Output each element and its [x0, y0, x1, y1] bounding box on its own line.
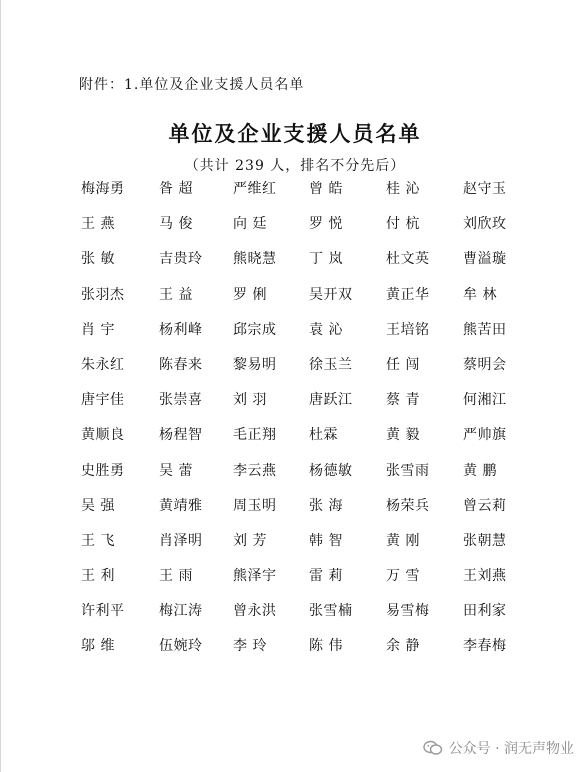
name-entry: 黄 鹏	[463, 462, 497, 479]
name-entry: 蔡 青	[386, 392, 420, 409]
name-entry: 蔡明会	[463, 356, 507, 373]
name-entry: 昝 超	[159, 181, 193, 197]
name-entry: 何湘江	[463, 392, 507, 409]
name-list	[79, 180, 519, 673]
name-entry: 王 飞	[81, 532, 115, 549]
name-entry: 张雪雨	[386, 462, 430, 479]
name-entry: 刘欣玫	[463, 216, 507, 233]
name-entry: 罗 俐	[233, 286, 267, 303]
name-entry: 黎易明	[233, 356, 277, 373]
name-entry: 曹溢璇	[463, 251, 507, 268]
name-entry: 田利家	[463, 603, 507, 620]
name-entry: 王 燕	[81, 216, 115, 233]
name-row	[79, 637, 519, 672]
name-entry: 张 海	[309, 497, 343, 514]
name-entry: 韩 智	[309, 532, 343, 549]
name-row	[79, 567, 519, 602]
name-entry: 刘 羽	[233, 392, 267, 409]
name-row	[79, 250, 519, 285]
name-entry: 雷 莉	[309, 568, 343, 585]
name-entry: 杨德敏	[309, 462, 353, 479]
name-row	[79, 497, 519, 532]
name-entry: 马 俊	[159, 216, 193, 233]
name-entry: 黄 刚	[386, 532, 420, 549]
name-entry: 朱永红	[81, 356, 125, 373]
name-entry: 李 玲	[233, 638, 267, 655]
name-entry: 曾云莉	[463, 497, 507, 514]
name-entry: 杨利峰	[159, 321, 203, 338]
name-entry: 毛正翔	[233, 427, 277, 444]
name-row	[79, 356, 519, 391]
name-entry: 丁 岚	[309, 251, 343, 268]
name-entry: 伍婉玲	[159, 638, 203, 655]
attachment-line: 附件：1.单位及企业支援人员名单	[79, 77, 305, 93]
name-entry: 许利平	[81, 603, 125, 620]
name-entry: 袁 沁	[309, 321, 343, 338]
name-entry: 吴 蕾	[159, 462, 193, 479]
name-entry: 肖泽明	[159, 532, 203, 549]
name-entry: 易雪梅	[386, 603, 430, 620]
name-entry: 余 静	[386, 638, 420, 655]
name-row	[79, 286, 519, 321]
page-title: 单位及企业支援人员名单	[168, 121, 422, 146]
name-entry: 史胜勇	[81, 462, 125, 479]
name-entry: 陈春来	[159, 356, 203, 373]
name-row	[79, 602, 519, 637]
name-entry: 徐玉兰	[309, 356, 353, 373]
name-entry: 王 利	[81, 568, 115, 585]
name-entry: 任 闯	[386, 356, 420, 373]
name-entry: 邬 维	[81, 638, 115, 655]
name-entry: 熊苦田	[463, 321, 507, 338]
name-row	[79, 532, 519, 567]
name-entry: 杨荣兵	[386, 497, 430, 514]
name-entry: 唐宇佳	[81, 392, 125, 409]
name-entry: 黄靖雅	[159, 497, 203, 514]
name-entry: 杜霖	[309, 427, 338, 444]
name-entry: 熊晓慧	[233, 251, 277, 268]
name-entry: 李云燕	[233, 462, 277, 479]
name-entry: 李春梅	[463, 638, 507, 655]
name-entry: 陈 伟	[309, 638, 343, 655]
name-entry: 严维红	[233, 181, 277, 197]
name-entry: 王 雨	[159, 568, 193, 585]
name-row	[79, 391, 519, 426]
name-entry: 万 雪	[386, 568, 420, 585]
wechat-icon	[423, 740, 443, 756]
name-entry: 刘 芳	[233, 532, 267, 549]
name-entry: 王培铭	[386, 321, 430, 338]
watermark-text: 公众号 · 润无声物业	[448, 741, 574, 757]
name-entry: 向 廷	[233, 216, 267, 233]
name-entry: 张崇喜	[159, 392, 203, 409]
name-entry: 牟 林	[463, 286, 497, 303]
name-entry: 吴 强	[81, 497, 115, 514]
name-entry: 罗 悦	[309, 216, 343, 233]
name-entry: 周玉明	[233, 497, 277, 514]
name-entry: 邱宗成	[233, 321, 277, 338]
name-entry: 吴开双	[309, 286, 353, 303]
name-entry: 严帅旗	[463, 427, 507, 444]
name-entry: 王 益	[159, 286, 193, 303]
name-row	[79, 215, 519, 250]
name-entry: 曾永洪	[233, 603, 277, 620]
name-entry: 付 杭	[386, 216, 420, 233]
name-entry: 黄 毅	[386, 427, 420, 444]
name-entry: 张朝慧	[463, 532, 507, 549]
name-entry: 唐跃江	[309, 392, 353, 409]
name-row	[79, 462, 519, 497]
name-entry: 肖 宇	[81, 321, 115, 338]
name-entry: 王刘燕	[463, 568, 507, 585]
name-entry: 黄正华	[386, 286, 430, 303]
name-row	[79, 321, 519, 356]
name-entry: 杜文英	[386, 251, 430, 268]
name-entry: 梅江涛	[159, 603, 203, 620]
name-entry: 赵守玉	[463, 181, 507, 197]
name-entry: 吉贵玲	[159, 251, 203, 268]
name-row	[79, 426, 519, 461]
name-entry: 熊泽宇	[233, 568, 277, 585]
name-entry: 张雪楠	[309, 603, 353, 620]
name-row	[79, 180, 519, 215]
name-entry: 梅海勇	[81, 181, 125, 197]
watermark	[423, 738, 574, 758]
page-subtitle: （共计 239 人，排名不分先后）	[184, 158, 406, 174]
name-entry: 桂 沁	[386, 181, 420, 197]
name-entry: 黄顺良	[81, 427, 125, 444]
name-entry: 杨程智	[159, 427, 203, 444]
name-entry: 张 敏	[81, 251, 115, 268]
name-entry: 张羽杰	[81, 286, 125, 303]
name-entry: 曾 皓	[309, 181, 343, 197]
